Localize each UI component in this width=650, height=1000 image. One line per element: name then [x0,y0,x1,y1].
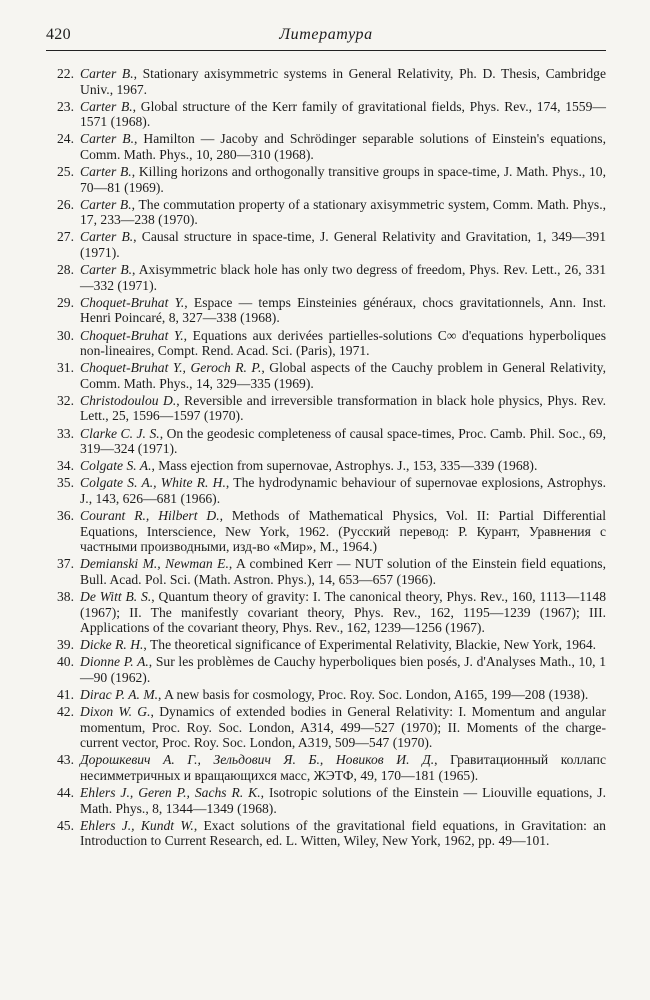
reference-item [46,229,606,260]
header-rule [46,50,606,51]
reference-item [46,295,606,326]
reference-number: 26. [57,196,74,212]
reference-authors: Dicke R. H. [80,637,144,653]
reference-authors: Дорошкевич А. Г., Зельдович Я. Б., Новиков И. Д. [80,752,435,768]
reference-authors: Dirac P. A. M. [80,687,159,703]
reference-item [46,426,606,457]
reference-text: , Гравитационный коллапс несимметричных и вращающихся масс, ЖЭТФ, 49, 170—181 (1965). [80,752,606,784]
reference-authors: Courant R., Hilbert D. [80,508,220,524]
reference-text: , The commutation property of a stationary axisymmetric system, Comm. Math. Phys., 17, 233—238 (1970). [80,196,606,228]
reference-item [46,458,606,474]
reference-item [46,328,606,359]
page-number: 420 [46,26,71,43]
reference-number: 36. [57,508,74,524]
reference-number: 33. [57,425,74,441]
reference-item [46,164,606,195]
reference-number: 28. [57,262,74,278]
reference-number: 45. [57,817,74,833]
reference-number: 43. [57,752,74,768]
reference-authors: Ehlers J., Geren P., Sachs R. K. [80,785,261,801]
reference-authors: Demianski M., Newman E. [80,556,229,572]
reference-number: 44. [57,785,74,801]
reference-number: 31. [57,360,74,376]
reference-number: 34. [57,458,74,474]
reference-number: 25. [57,164,74,180]
reference-item [46,556,606,587]
reference-authors: Dixon W. G. [80,704,151,720]
reference-text: , Reversible and irreversible transformation in black hole physics, Phys. Rev. Lett., 25, 1596—1597 (1970). [80,392,607,424]
reference-item [46,687,606,703]
reference-list [46,66,606,851]
reference-text: , Axisymmetric black hole has only two degress of freedom, Phys. Rev. Lett., 26, 331—332 (1971). [80,262,607,293]
reference-item [46,704,606,751]
reference-authors: Ehlers J., Kundt W. [80,817,194,833]
reference-item [46,262,606,293]
reference-authors: Choquet-Bruhat Y. [80,294,185,310]
reference-number: 23. [57,98,74,114]
reference-text: , Quantum theory of gravity: I. The canonical theory, Phys. Rev., 160, 1113—1148 (1967); II. The manifestly covariant theory, Phys. Rev., 162, 1195—1239 (1967); III. Applications of the covariant theory, Phys. Rev., 162, 1239—1256 (1967). [80,589,606,636]
reference-number: 24. [57,131,74,147]
reference-number: 29. [57,294,74,310]
reference-authors: Colgate S. A., White R. H. [80,475,226,491]
reference-item [46,131,606,162]
reference-authors: Carter B. [80,131,134,147]
reference-authors: Choquet-Bruhat Y. [80,327,184,343]
reference-number: 22. [57,66,74,81]
reference-number: 40. [57,654,74,670]
reference-number: 41. [57,687,74,703]
reference-authors: Carter B. [80,262,133,278]
reference-authors: Colgate S. A. [80,458,152,474]
reference-item [46,66,606,97]
reference-item [46,508,606,555]
reference-text: , Sur les problèmes de Cauchy hyperboliques bien posés, J. d'Analyses Math., 10, 1—90 (1962). [80,654,606,685]
reference-authors: De Witt B. S. [80,589,152,604]
reference-number: 35. [57,475,74,491]
reference-number: 42. [57,704,74,720]
reference-authors: Christodoulou D. [80,392,177,408]
reference-item [46,360,606,391]
reference-item [46,475,606,506]
page-header [46,26,606,52]
reference-text: , Methods of Mathematical Physics, Vol. II: Partial Differential Equations, Interscience, New York, 1962. (Русский перевод: Р. Курант, Уравнения с частными производными, изд-во «Мир», М., 1964.) [80,508,606,555]
reference-text: , Espace — temps Einsteinies généraux, chocs gravitationnels, Ann. Inst. Henri Poincaré, 8, 327—338 (1968). [80,294,606,326]
reference-item [46,637,606,653]
reference-item [46,654,606,685]
reference-number: 30. [57,327,74,343]
reference-text: , Hamilton — Jacoby and Schrödinger separable solutions of Einstein's equations, Comm. Math. Phys., 10, 280—310 (1968). [80,131,606,162]
reference-authors: Carter B. [80,66,134,81]
reference-authors: Carter B. [80,196,132,212]
reference-text: , Equations aux derivées partielles-solutions C∞ d'equations hyperboliques non-lineaires, Compt. Rend. Acad. Sci. (Paris), 1971. [80,327,606,359]
reference-text: , A new basis for cosmology, Proc. Roy. Soc. London, A165, 199—208 (1938). [158,687,589,703]
running-title: Литература [279,26,373,43]
reference-text: , A combined Kerr — NUT solution of the Einstein field equations, Bull. Acad. Pol. Sci. (Math. Astron. Phys.), 14, 653—657 (1966). [80,556,606,587]
reference-item [46,197,606,228]
reference-item [46,393,606,424]
reference-number: 32. [57,392,74,408]
reference-authors: Carter B. [80,229,134,245]
reference-text: , Global aspects of the Cauchy problem in General Relativity, Comm. Math. Phys., 14, 329—335 (1969). [80,360,606,391]
reference-item [46,99,606,130]
reference-item [46,785,606,816]
reference-item [46,589,606,636]
reference-text: , The hydrodynamic behaviour of supernovae explosions, Astrophys. J., 143, 626—681 (1966). [80,475,606,506]
reference-text: , Dynamics of extended bodies in General Relativity: I. Momentum and angular momentum, Proc. Roy. Soc. London, A314, 499—527 (1970); II. Moments of the charge-current vector, Proc. Roy. Soc. London, A319, 509—547 (1970). [80,704,606,751]
reference-authors: Choquet-Bruhat Y., Geroch R. P. [80,360,262,376]
reference-text: , Stationary axisymmetric systems in General Relativity, Ph. D. Thesis, Cambridge Univ., 1967. [80,66,606,97]
reference-item [46,818,606,849]
reference-authors: Carter B. [80,164,132,180]
reference-text: , The theoretical significance of Experimental Relativity, Blackie, New York, 1964. [143,637,597,653]
reference-number: 37. [57,556,74,572]
reference-item [46,752,606,783]
reference-number: 27. [57,229,74,245]
reference-text: , Mass ejection from supernovae, Astrophys. J., 153, 335—339 (1968). [151,458,538,474]
reference-number: 38. [57,589,74,604]
reference-text: , Causal structure in space-time, J. General Relativity and Gravitation, 1, 349—391 (1971). [80,229,607,261]
reference-number: 39. [57,637,74,653]
reference-text: , Global structure of the Kerr family of gravitational fields, Phys. Rev., 174, 1559—1571 (1968). [80,98,606,130]
reference-text: , On the geodesic completeness of causal space-times, Proc. Camb. Phil. Soc., 69, 319—324 (1971). [80,425,606,457]
reference-authors: Clarke C. J. S. [80,425,160,441]
reference-text: , Exact solutions of the gravitational field equations, in Gravitation: an Introduction to Current Research, ed. L. Witten, Wiley, New York, 1962, pp. 49—101. [80,817,606,849]
reference-text: , Killing horizons and orthogonally transitive groups in space-time, J. Math. Phys., 10, 70—81 (1969). [80,164,607,195]
reference-authors: Carter B. [80,98,133,114]
reference-text: , Isotropic solutions of the Einstein — Liouville equations, J. Math. Phys., 8, 1344—1349 (1968). [80,785,606,816]
reference-authors: Dionne P. A. [80,654,149,670]
